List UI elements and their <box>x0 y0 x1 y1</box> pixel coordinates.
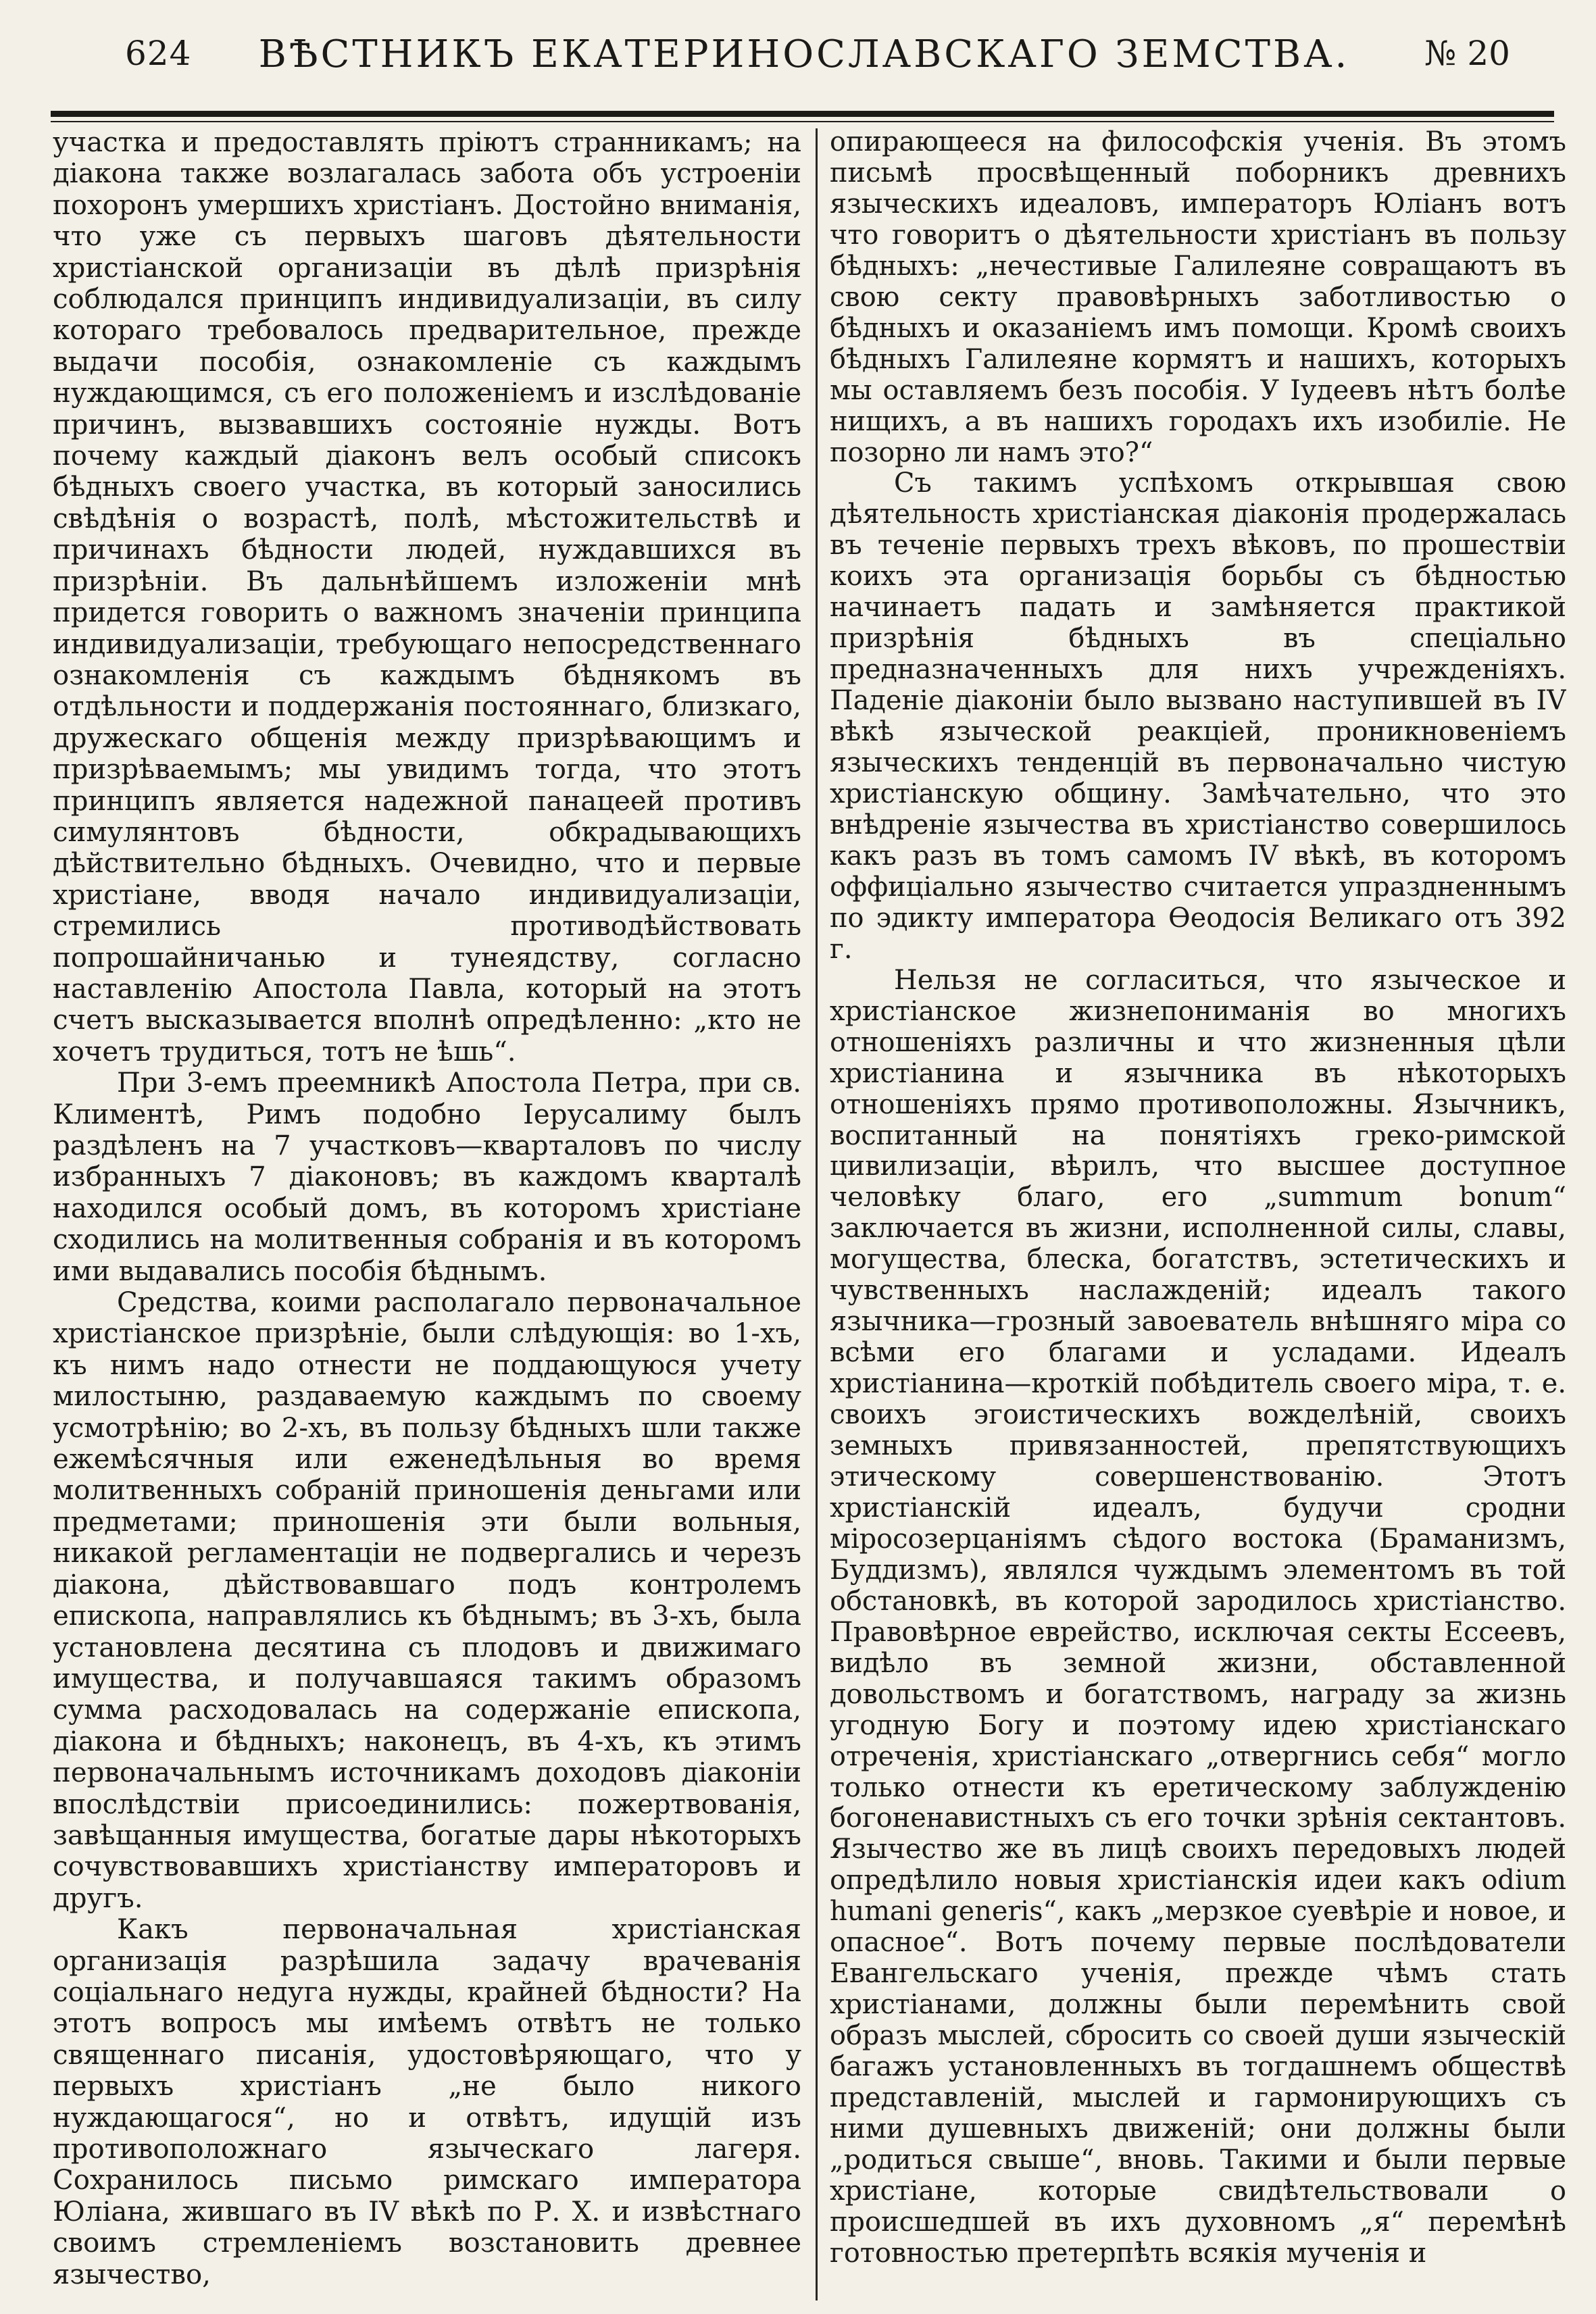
paragraph: опирающееся на философскія ученія. Въ этомъ письмѣ просвѣщенный поборникъ древнихъ языческихъ идеаловъ, императоръ Юліанъ вотъ что говоритъ о дѣятельности христіанъ въ пользу бѣдныхъ: „нечестивые Галилеяне совращаютъ въ свою секту правовѣрныхъ заботливостью о бѣдныхъ и оказаніемъ имъ помощи. Кромѣ своихъ бѣдныхъ Галилеяне кормятъ и нашихъ, которыхъ мы оставляемъ безъ пособія. У Іудеевъ нѣтъ болѣе нищихъ, а въ нашихъ городахъ ихъ изобиліе. Не позорно ли намъ это?“ <box>830 127 1566 468</box>
paragraph: Нельзя не согласиться, что языческое и христіанское жизнепониманія во многихъ отношеніяхъ различны и что жизненныя цѣли христіанина и язычника въ нѣкоторыхъ отношеніяхъ прямо противоположны. Язычникъ, воспитанный на понятіяхъ греко-римской цивилизаціи, вѣрилъ, что высшее доступное человѣку благо, его „summum bonum“ заключается въ жизни, исполненной силы, славы, могущества, блеска, богатствъ, эстетическихъ и чувственныхъ наслажденій; идеалъ такого язычника—грозный завоеватель внѣшняго міра со всѣми его благами и усладами. Идеалъ христіанина—кроткій побѣдитель своего міра, т. е. своихъ эгоистическихъ вожделѣній, своихъ земныхъ привязанностей, препятствующихъ этическому совершенствованію. Этотъ христіанскій идеалъ, будучи сродни міросозерцаніямъ сѣдого востока (Браманизмъ, Буддизмъ), являлся чуждымъ элементомъ въ той обстановкѣ, въ которой зародилось христіанство. Правовѣрное еврейство, исключая секты Ессеевъ, видѣло въ земной жизни, обставленной довольствомъ и богатствомъ, награду за жизнь угодную Богу и поэтому идею христіанскаго отреченія, христіанскаго „отвергнись себя“ могло только отнести къ еретическому заблужденію богоненавистныхъ съ его точки зрѣнія сектантовъ. Язычество же въ лицѣ своихъ передовыхъ людей опредѣлило новыя христіанскія идеи какъ odium humani generis“, какъ „мерзкое суевѣріе и новое, и опасное“. Вотъ почему первые послѣдователи Евангельскаго ученія, прежде чѣмъ стать христіанами, должны были перемѣнить свой образъ мыслей, сбросить со своей души языческій багажъ установленныхъ въ тогдашнемъ обществѣ представленій, мыслей и гармонирующихъ съ ними душевныхъ движеній; они должны были „родиться свыше“, вновь. Такими и были первые христіане, которые свидѣтельствовали о происшедшей въ ихъ духовномъ „я“ перемѣнѣ готовностью претерпѣть всякія мученія и <box>830 964 1566 2269</box>
paragraph: Съ такимъ успѣхомъ открывшая свою дѣятельность христіанская діаконія продержалась въ теченіе первыхъ трехъ вѣковъ, по прошествіи коихъ эта организація борьбы съ бѣдностью начинаетъ падать и замѣняется практикой призрѣнія бѣдныхъ въ спеціально предназначенныхъ для нихъ учрежденіяхъ. Паденіе діаконіи было вызвано наступившей въ IV вѣкѣ языческой реакціей, проникновеніемъ языческихъ тенденцій въ первоначально чистую христіанскую общину. Замѣчательно, что это внѣдреніе язычества въ христіанство совершилось какъ разъ въ томъ самомъ IV вѣкѣ, въ которомъ оффиціально язычество считается упраздненнымъ по эдикту императора Ѳеодосія Великаго отъ 392 г. <box>830 468 1566 965</box>
paragraph: Какъ первоначальная христіанская организація разрѣшила задачу врачеванія соціальнаго недуга нужды, крайней бѣдности? На этотъ вопросъ мы имѣемъ отвѣтъ не только священнаго писанія, удостовѣряющаго, что у первыхъ христіанъ „не было никого нуждающагося“, но и отвѣтъ, идущій изъ противоположнаго языческаго лагеря. Сохранилось письмо римскаго императора Юліана, жившаго въ IV вѣкѣ по Р. Х. и извѣстнаго своимъ стремленіемъ возстановить древнее язычество, <box>53 1914 801 2290</box>
left-column <box>53 127 801 2303</box>
page-header <box>51 27 1557 105</box>
journal-title: ВѢСТНИКЪ ЕКАТЕРИНОСЛАВСКАГО ЗЕМСТВА. <box>258 32 1350 76</box>
right-column <box>830 127 1566 2303</box>
paragraph: Средства, коими располагало первоначальное христіанское призрѣніе, были слѣдующія: во 1-хъ, къ нимъ надо отнести не поддающуюся учету милостыню, раздаваемую каждымъ по своему усмотрѣнію; во 2-хъ, въ пользу бѣдныхъ шли также ежемѣсячныя или еженедѣльныя во время молитвенныхъ собраній приношенія деньгами или предметами; приношенія эти были вольныя, никакой регламентаціи не подвергались и черезъ діакона, дѣйствовавшаго подъ контролемъ епископа, направлялись къ бѣднымъ; въ 3-хъ, была установлена десятина съ плодовъ и движимаго имущества, и получавшаяся такимъ образомъ сумма расходовалась на содержаніе епископа, діакона и бѣдныхъ; наконецъ, въ 4-хъ, къ этимъ первоначальнымъ источникамъ доходовъ діаконіи впослѣдствіи присоединились: пожертвованія, завѣщанныя имущества, богатые дары нѣкоторыхъ сочувствовавшихъ христіанству императоровъ и другъ. <box>53 1287 801 1914</box>
issue-number: № 20 <box>1424 34 1510 73</box>
header-rule-thin <box>51 121 1554 122</box>
paragraph: участка и предоставлять пріютъ странникамъ; на діакона также возлагалась забота объ устроеніи похоронъ умершихъ христіанъ. Достойно вниманія, что уже съ первыхъ шаговъ дѣятельности христіанской организаціи въ дѣлѣ призрѣнія соблюдался принципъ индивидуализаціи, въ силу котораго требовалось предварительное, прежде выдачи пособія, ознакомленіе съ каждымъ нуждающимся, съ его положеніемъ и изслѣдованіе причинъ, вызвавшихъ состояніе нужды. Вотъ почему каждый діаконъ велъ особый списокъ бѣдныхъ своего участка, въ который заносились свѣдѣнія о возрастѣ, полѣ, мѣстожительствѣ и причинахъ бѣдности людей, нуждавшихся въ призрѣніи. Въ дальнѣйшемъ изложеніи мнѣ придется говорить о важномъ значеніи принципа индивидуализаціи, требующаго непосредственнаго ознакомленія съ каждымъ бѣднякомъ въ отдѣльности и поддержанія постояннаго, близкаго, дружескаго общенія между призрѣвающимъ и призрѣваемымъ; мы увидимъ тогда, что этотъ принципъ является надежной панацеей противъ симулянтовъ бѣдности, обкрадывающихъ дѣйствительно бѣдныхъ. Очевидно, что и первые христіане, вводя начало индивидуализаціи, стремились противодѣйствовать попрошайничанью и тунеядству, согласно наставленію Апостола Павла, который на этотъ счетъ высказывается вполнѣ опредѣленно: „кто не хочетъ трудиться, тотъ не ѣшь“. <box>53 127 801 1067</box>
header-rule-thick <box>51 111 1554 117</box>
paragraph: При 3-емъ преемникѣ Апостола Петра, при св. Климентѣ, Римъ подобно Іерусалиму былъ раздѣленъ на 7 участковъ—кварталовъ по числу избранныхъ 7 діаконовъ; въ каждомъ кварталѣ находился особый домъ, въ которомъ христіане сходились на молитвенныя собранія и въ которомъ ими выдавались пособія бѣднымъ. <box>53 1067 801 1287</box>
page-number: 624 <box>125 34 192 73</box>
column-divider <box>816 128 818 2300</box>
